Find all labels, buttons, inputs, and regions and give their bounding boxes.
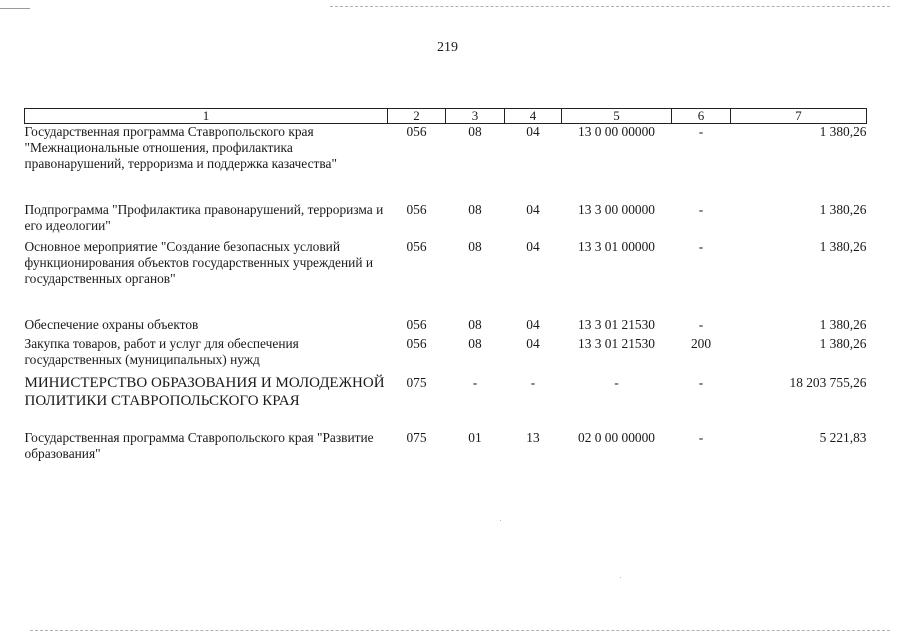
column-header: 3 [446,109,505,124]
cell-ministry-code: 056 [406,316,427,332]
cell-target-article: 13 3 01 00000 [578,238,655,254]
cell-ministry-code: 056 [406,124,427,139]
cell-amount: 1 380,26 [819,201,867,217]
table-row [25,202,867,239]
cell-expense-type: - [698,429,704,445]
row-name: Закупка товаров, работ и услуг для обеспечения государственных (муниципальных) нужд [24,335,299,367]
column-header: 6 [672,109,731,124]
cell-subsection: 04 [526,201,540,217]
cell-ministry-code: 056 [406,201,427,217]
cell-expense-type: - [698,124,704,139]
cell-section: 08 [468,201,482,217]
spacer-cell [25,412,867,430]
row-name: Основное мероприятие "Создание безопасных условий функционирования объектов государственных учреждений и государственных органов" [24,238,374,286]
cell-subsection: 04 [526,238,540,254]
cell-target-article: - [614,374,619,390]
scan-speck [620,577,621,578]
column-header: 5 [562,109,672,124]
table-row [25,430,867,466]
cell-target-article: 13 3 00 00000 [578,201,655,217]
cell-section: 01 [468,429,482,445]
row-name: Государственная программа Ставропольского края "Развитие образования" [24,429,374,461]
cell-subsection: 04 [526,124,540,139]
scan-artifact-top-left [0,8,30,9]
cell-amount: 1 380,26 [819,124,867,139]
table-row-ministry [25,372,867,412]
row-name: Государственная программа Ставропольского края "Межнациональные отношения, профилактика правонарушений, терроризма и поддержка казачества" [24,124,337,171]
scan-speck [500,520,501,521]
column-header: 1 [25,109,388,124]
row-name: МИНИСТЕРСТВО ОБРАЗОВАНИЯ И МОЛОДЕЖНОЙ ПОЛИТИКИ СТАВРОПОЛЬСКОГО КРАЯ [24,374,385,409]
table-spacer [25,412,867,430]
table-row [25,124,867,202]
cell-target-article: 02 0 00 00000 [578,429,655,445]
table-row [25,336,867,372]
cell-ministry-code: 056 [406,238,427,254]
cell-subsection: 13 [526,429,540,445]
cell-amount: 1 380,26 [819,238,867,254]
cell-amount: 1 380,26 [819,316,867,332]
table-row [25,239,867,317]
cell-target-article: 13 3 01 21530 [578,335,655,351]
cell-expense-type: - [698,316,704,332]
column-header: 4 [505,109,562,124]
cell-expense-type: - [698,374,704,390]
cell-target-article: 13 0 00 00000 [578,124,655,139]
cell-section: - [472,374,478,390]
cell-expense-type: - [698,238,704,254]
cell-section: 08 [468,316,482,332]
column-header: 2 [388,109,446,124]
cell-subsection: - [530,374,536,390]
cell-ministry-code: 075 [406,374,427,390]
cell-expense-type: - [698,201,704,217]
cell-target-article: 13 3 01 21530 [578,316,655,332]
cell-section: 08 [468,335,482,351]
cell-ministry-code: 075 [406,429,427,445]
scan-artifact-bottom [30,630,890,631]
page-number: 219 [437,40,458,55]
budget-table [24,108,867,466]
cell-section: 08 [468,124,482,139]
cell-amount: 5 221,83 [819,429,867,445]
cell-section: 08 [468,238,482,254]
cell-amount: 18 203 755,26 [789,374,867,390]
cell-amount: 1 380,26 [819,335,867,351]
row-name: Обеспечение охраны объектов [24,316,199,332]
table-row [25,317,867,336]
cell-subsection: 04 [526,335,540,351]
cell-expense-type: 200 [690,335,712,351]
row-name: Подпрограмма "Профилактика правонарушений, терроризма и его идеологии" [24,201,384,233]
cell-subsection: 04 [526,316,540,332]
scan-artifact-top-right [330,6,890,7]
table-header-row [25,109,867,124]
column-header: 7 [731,109,867,124]
cell-ministry-code: 056 [406,335,427,351]
